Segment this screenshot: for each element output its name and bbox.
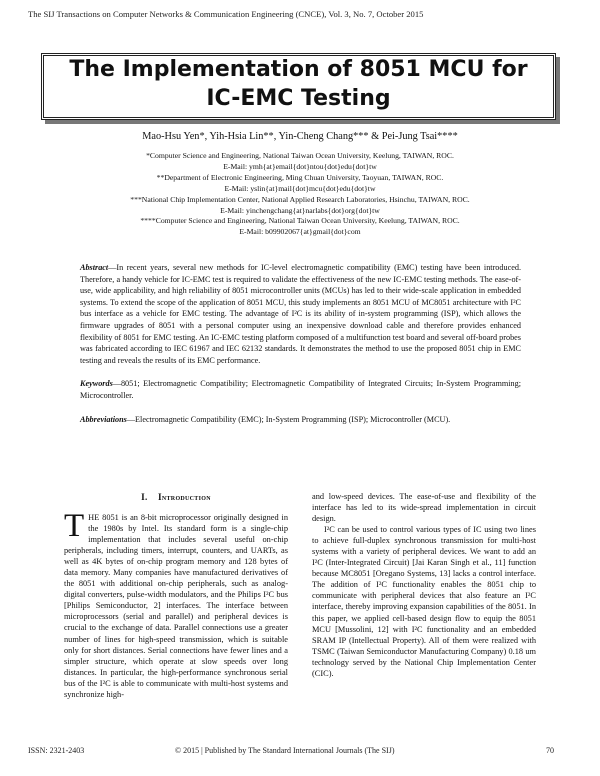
paper-title xyxy=(41,55,556,113)
right-column xyxy=(312,491,536,679)
footer-publisher: © 2015 | Published by The Standard International Journals (The SIJ) xyxy=(175,746,395,755)
paragraph-text: HE 8051 is an 8-bit microprocessor originally designed in the 1980s by Intel. Its standard form is a single-chip implementation that includes several useful on-chip peripherals, including timers, interrupt, counters, and UARTs, as well as 4K bytes of on-chip program memory and 128 bytes of data memory. Many companies have manufactured derivatives of the 8051 with additional on-chip peripherals, such as analog-digital converters, pulse-width modulators, and the Philips I²C bus [Philips Semiconductor, 2] interfaces. The interface between microprocessors (serial and parallel) and peripheral devices is crucial to the exchange of data. Parallel connections use a greater number of lines for high-speed transmission, which is suitable only for short distances. Serial connections have fewer lines and a simpler structure, which operate at slow speeds over long distances. In particular, the high-performance synchronous serial bus of the I²C is able to communicate with multi-host systems and synchronize high- xyxy=(64,513,288,699)
abbreviations xyxy=(80,414,521,426)
author-list: Mao-Hsu Yen*, Yih-Hsia Lin**, Yin-Cheng Chang*** & Pei-Jung Tsai**** xyxy=(142,131,458,142)
title-line-2: IC-EMC Testing xyxy=(206,86,391,111)
title-line-1: The Implementation of 8051 MCU for xyxy=(69,57,528,82)
section-heading xyxy=(64,492,288,502)
affiliation-email: E-Mail: yslin{at}mail{dot}mcu{dot}edu{dot}tw xyxy=(224,183,376,193)
affiliation-line: ***National Chip Implementation Center, National Applied Research Laboratories, Hsinchu, TAIWAN, ROC. xyxy=(130,194,470,204)
running-header: The SIJ Transactions on Computer Networks & Communication Engineering (CNCE), Vol. 3, No. 7, October 2015 xyxy=(28,9,424,19)
abstract-label: Abstract xyxy=(80,263,109,272)
section-number: I. xyxy=(141,492,148,502)
body-paragraph: and low-speed devices. The ease-of-use and flexibility of the interface has led to its wide-spread implementation in circuit design. xyxy=(312,492,536,524)
affiliation-line: *Computer Science and Engineering, National Taiwan Ocean University, Keelung, TAIWAN, ROC. xyxy=(146,151,454,160)
keywords xyxy=(80,378,521,401)
page-number: 70 xyxy=(546,746,554,755)
abbreviations-text: —Electromagnetic Compatibility (EMC); In-System Programming (ISP); Microcontroller (MCU). xyxy=(126,414,451,424)
keywords-text: —8051; Electromagnetic Compatibility; Electromagnetic Compatibility of Integrated Circuits; In-System Programming; Microcontroller. xyxy=(80,379,521,400)
left-column xyxy=(64,508,288,700)
section-title: Introduction xyxy=(158,492,211,502)
body-paragraph: I²C can be used to control various types of IC using two lines to achieve full-duplex synchronous transmission for multi-host systems with a variety of peripheral devices. We want to add an I²C (Inter-Integrated Circuit) [Jai Karan Singh et al., 11] function because MC8051 [Oregano Systems, 13] lacks a control interface. The addition of I²C functionality enables the 8051 chip to communicate with peripheral devices that also feature an I²C interface, thereby improving expansion capabilities of the 8051. In this paper, we applied cell-based design flow to equip the 8051 MCU [Mussolini, 12] with I²C functionality and an embedded SRAM IP (Intellectual Property). All of them were realized with TSMC (Taiwan Semiconductor Manufacturing Company) 0.18 um technology served by the National Chip Implementation Center (CIC). xyxy=(312,525,536,678)
affiliation-line: **Department of Electronic Engineering, Ming Chuan University, Taoyuan, TAIWAN, ROC. xyxy=(156,172,444,182)
body-paragraph xyxy=(64,508,288,700)
abstract-block xyxy=(80,262,521,437)
abstract-text: —In recent years, several new methods for IC-level electromagnetic compatibility (EMC) testing have been introduced. Therefore, a handy vehicle for IC-EMC test is required to validate the effectiveness of the new IC-EMC testing methods. The ease-of-use, wide applicability, and high reliability of 8051 microcontroller units (MCUs) has led to their wide-scale application in embedded systems. To extend the scope of the application of 8051 MCU, this study implements an 8051 MCU of MC8051 architecture with I²C bus interface as a vehicle for EMC testing. The advantage of I²C is its ability of in-system programming (ISP), which allows the firmware upgrades of 8051 with a personal computer using an inexpensive download cable and therefore provides enhanced flexibility of 8051 for EMC testing. An IC-EMC testing platform composed of a multifunction test board and several off-board probes was fabricated according to IEC 61967 and IEC 62132 standards. It demonstrates the method to use the proposed 8051 chip in EMC testing and reveals the results of its EMC performance. xyxy=(80,263,521,365)
affiliation-email: E-Mail: ymh{at}email{dot}ntou{dot}edu{dot}tw xyxy=(223,161,377,171)
affiliations xyxy=(60,151,540,238)
drop-cap: T xyxy=(64,508,85,544)
keywords-label: Keywords xyxy=(80,379,113,389)
footer-issn: ISSN: 2321-2403 xyxy=(28,746,85,755)
abbreviations-label: Abbreviations xyxy=(80,414,127,424)
affiliation-email: E-Mail: b09902067{at}gmail{dot}com xyxy=(239,227,361,237)
abstract xyxy=(80,262,521,366)
affiliation-email: E-Mail: yinchengchang{at}narlabs{dot}org{dot}tw xyxy=(220,205,380,215)
affiliation-line: ****Computer Science and Engineering, National Taiwan Ocean University, Keelung, TAIWAN, ROC. xyxy=(140,216,460,226)
